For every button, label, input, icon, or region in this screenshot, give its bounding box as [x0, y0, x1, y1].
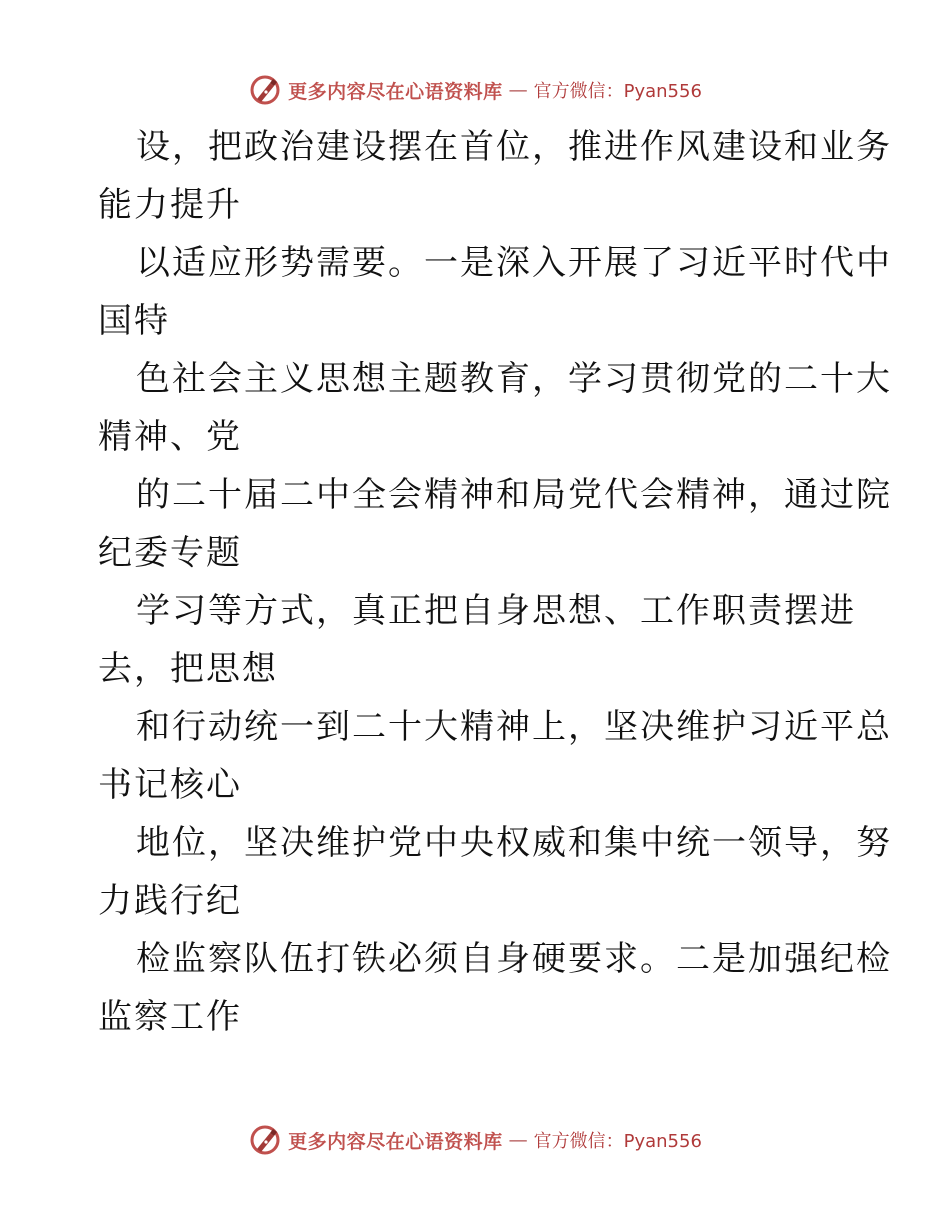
text-line: 去，把思想	[98, 649, 278, 689]
text-line: 的二十届二中全会精神和局党代会精神，通过院	[136, 475, 892, 515]
text-line: 能力提升	[98, 185, 242, 225]
header-separator: —	[508, 79, 528, 101]
text-line: 精神、党	[98, 417, 242, 457]
document-body	[98, 118, 892, 1046]
text-line: 地位，坚决维护党中央权威和集中统一领导，努	[136, 823, 892, 863]
text-line: 纪委专题	[98, 533, 242, 573]
footer-brand-text: 更多内容尽在心语资料库	[288, 1130, 503, 1153]
header-wechat-text: 官方微信：Pyan556	[533, 81, 702, 102]
pen-nib-logo-icon	[248, 73, 282, 107]
text-line: 监察工作	[98, 997, 242, 1037]
pen-nib-logo-icon	[248, 1123, 282, 1157]
footer-separator: —	[508, 1129, 528, 1151]
header-banner	[0, 70, 950, 110]
footer-banner	[0, 1120, 950, 1160]
text-line: 和行动统一到二十大精神上，坚决维护习近平总	[136, 707, 892, 747]
footer-wechat-text: 官方微信：Pyan556	[533, 1131, 702, 1152]
text-line: 以适应形势需要。一是深入开展了习近平时代中	[136, 243, 892, 283]
text-line: 国特	[98, 301, 170, 341]
text-line: 力践行纪	[98, 881, 242, 921]
text-line: 色社会主义思想主题教育，学习贯彻党的二十大	[136, 359, 892, 399]
header-brand-text: 更多内容尽在心语资料库	[288, 80, 503, 103]
text-line: 学习等方式，真正把自身思想、工作职责摆进	[136, 591, 856, 631]
text-line: 书记核心	[98, 765, 242, 805]
text-line: 设，把政治建设摆在首位，推进作风建设和业务	[136, 127, 892, 167]
text-line: 检监察队伍打铁必须自身硬要求。二是加强纪检	[136, 939, 892, 979]
